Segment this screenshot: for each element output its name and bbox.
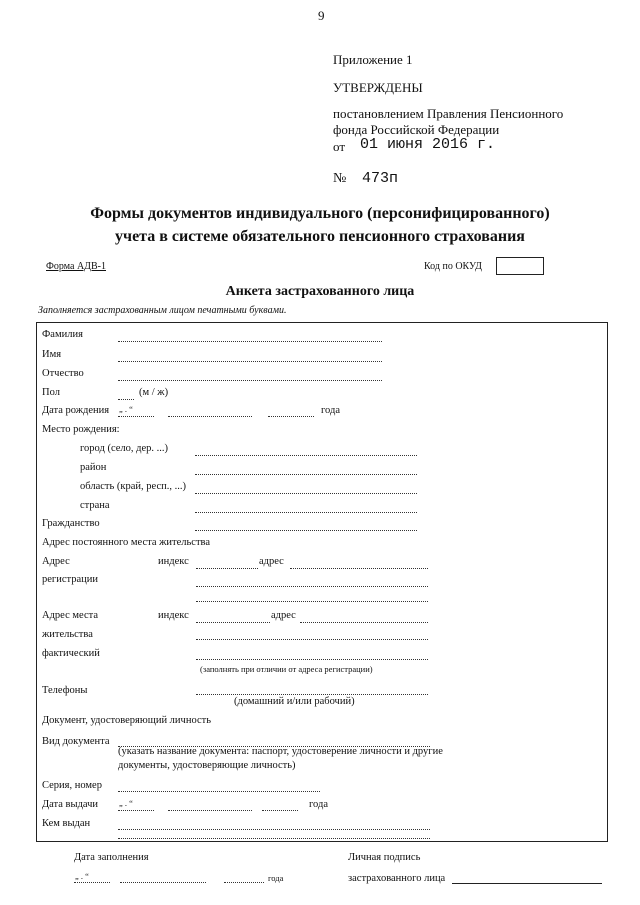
reg-address-field-1[interactable] xyxy=(290,568,428,569)
city-label: город (село, дер. ...) xyxy=(80,443,169,454)
reg-address-label-1: Адрес xyxy=(42,556,70,567)
sex-hint: (м / ж) xyxy=(139,387,169,398)
district-field[interactable] xyxy=(195,474,417,475)
issue-day-field[interactable] xyxy=(118,810,154,811)
okud-code-field[interactable] xyxy=(496,257,544,275)
phones-label: Телефоны xyxy=(42,685,88,696)
name-field[interactable] xyxy=(118,361,382,362)
fill-month-field[interactable] xyxy=(120,882,206,883)
issue-date-label: Дата выдачи xyxy=(42,799,99,810)
patronymic-field[interactable] xyxy=(118,380,382,381)
actual-address-label-2: жительства xyxy=(42,629,93,640)
patronymic-label: Отчество xyxy=(42,368,84,379)
fill-year-field[interactable] xyxy=(224,882,264,883)
fill-day-field[interactable] xyxy=(74,882,110,883)
issue-month-field[interactable] xyxy=(168,810,252,811)
doc-title-line-2: учета в системе обязательного пенсионного страхования xyxy=(115,228,525,245)
surname-field[interactable] xyxy=(118,341,382,342)
doc-type-note-2: документы, удостоверяющие личность) xyxy=(118,760,296,771)
actual-address-note: (заполнять при отличии от адреса регистрации) xyxy=(200,664,373,674)
signature-label-1: Личная подпись xyxy=(348,852,421,863)
region-label: область (край, респ., ...) xyxy=(80,481,186,492)
actual-address-field-2[interactable] xyxy=(196,639,428,640)
id-document-label: Документ, удостоверяющий личность xyxy=(42,715,211,726)
series-number-field[interactable] xyxy=(118,791,320,792)
birth-date-label: Дата рождения xyxy=(42,405,110,416)
reg-index-field[interactable] xyxy=(196,568,258,569)
page-number: 9 xyxy=(318,8,325,23)
country-field[interactable] xyxy=(195,512,417,513)
fill-date-label: Дата заполнения xyxy=(74,852,149,863)
resolution-number: 473п xyxy=(362,170,399,187)
reg-address-field-2[interactable] xyxy=(196,586,428,587)
okud-label: Код по ОКУД xyxy=(424,261,482,272)
fill-day-quote: „ . “ xyxy=(75,871,89,881)
reg-address-field-3[interactable] xyxy=(196,601,428,602)
citizenship-label: Гражданство xyxy=(42,518,100,529)
issue-day-quote: „ . “ xyxy=(119,798,133,808)
birth-year-word: года xyxy=(321,405,340,416)
birth-day-quote: „ . “ xyxy=(119,404,133,414)
actual-address-label-1: Адрес места xyxy=(42,610,98,621)
actual-address-field-3[interactable] xyxy=(196,659,428,660)
resolution-line-2: фонда Российской Федерации xyxy=(333,122,500,137)
resolution-date: 01 июня 2016 г. xyxy=(360,136,496,153)
doc-type-note-1: (указать название документа: паспорт, удостоверение личности и другие xyxy=(118,746,443,757)
sex-label: Пол xyxy=(42,387,60,398)
actual-index-field[interactable] xyxy=(196,622,270,623)
form-code: Форма АДВ-1 xyxy=(46,261,106,272)
instruction-text: Заполняется застрахованным лицом печатными буквами. xyxy=(38,305,287,316)
birth-day-field[interactable] xyxy=(118,416,154,417)
birth-year-field[interactable] xyxy=(268,416,314,417)
phones-note: (домашний и/или рабочий) xyxy=(234,696,355,707)
country-label: страна xyxy=(80,500,110,511)
doc-title-line-1: Формы документов индивидуального (персонифицированного) xyxy=(90,205,550,222)
signature-label-2: застрахованного лица xyxy=(348,873,446,884)
number-sign: № xyxy=(333,171,347,186)
citizenship-field[interactable] xyxy=(195,530,417,531)
actual-index-label: индекс xyxy=(158,610,189,621)
birth-place-label: Место рождения: xyxy=(42,424,120,435)
actual-address-field-1[interactable] xyxy=(300,622,428,623)
form-title: Анкета застрахованного лица xyxy=(225,284,415,299)
reg-address-word: адрес xyxy=(259,556,284,567)
sex-field[interactable] xyxy=(118,399,134,400)
name-label: Имя xyxy=(42,349,62,360)
series-number-label: Серия, номер xyxy=(42,780,102,791)
doc-type-label: Вид документа xyxy=(42,736,110,747)
fill-year-word: года xyxy=(268,873,284,883)
actual-address-word: адрес xyxy=(271,610,296,621)
actual-address-label-3: фактический xyxy=(42,648,100,659)
surname-label: Фамилия xyxy=(42,329,83,340)
reg-address-label-2: регистрации xyxy=(42,574,98,585)
issue-year-field[interactable] xyxy=(262,810,298,811)
resolution-from: от xyxy=(333,139,346,154)
issued-by-field-1[interactable] xyxy=(118,829,430,830)
city-field[interactable] xyxy=(195,455,417,456)
permanent-address-label: Адрес постоянного места жительства xyxy=(42,537,211,548)
region-field[interactable] xyxy=(195,493,417,494)
issue-year-word: года xyxy=(309,799,328,810)
reg-index-label: индекс xyxy=(158,556,189,567)
issued-by-label: Кем выдан xyxy=(42,818,91,829)
birth-month-field[interactable] xyxy=(168,416,252,417)
signature-line[interactable] xyxy=(452,883,602,884)
issued-by-field-2[interactable] xyxy=(118,838,430,839)
approved-label: УТВЕРЖДЕНЫ xyxy=(333,80,423,95)
phones-field[interactable] xyxy=(196,694,428,695)
appendix-label: Приложение 1 xyxy=(333,52,413,67)
district-label: район xyxy=(80,462,107,473)
resolution-line-1: постановлением Правления Пенсионного xyxy=(333,106,564,121)
